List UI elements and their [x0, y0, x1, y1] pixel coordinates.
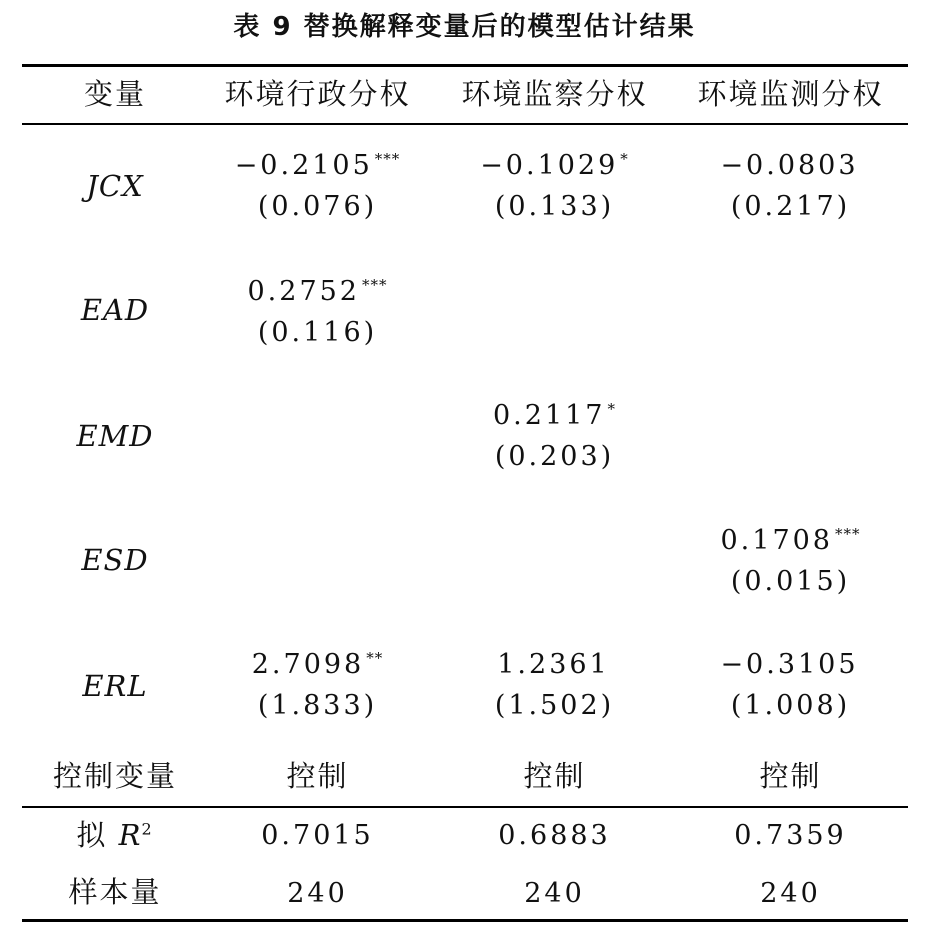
- controls-value: 控制: [286, 759, 349, 793]
- se-cell: (1.502): [494, 690, 615, 721]
- r2-value: 0.6883: [498, 820, 611, 851]
- controls-rule: [22, 806, 908, 808]
- table-title: 表 9 替换解释变量后的模型估计结果: [233, 12, 696, 42]
- header-variable: 变量: [83, 77, 146, 111]
- sample-size-value: 240: [524, 878, 585, 909]
- r2-value: 0.7015: [261, 820, 374, 851]
- var-label: EMD: [76, 419, 154, 453]
- var-label: EAD: [80, 293, 150, 327]
- se-cell: (0.133): [494, 191, 615, 222]
- se-cell: (1.008): [730, 690, 851, 721]
- se-cell: (0.076): [257, 191, 378, 222]
- bottom-rule: [22, 919, 908, 922]
- coef-cell: −0.3105: [720, 649, 859, 680]
- se-cell: (1.833): [257, 690, 378, 721]
- header-admin-decentralization: 环境行政分权: [224, 77, 411, 111]
- controls-value: 控制: [759, 759, 822, 793]
- sample-size-value: 240: [287, 878, 348, 909]
- coef-cell: 0.2117 *: [493, 400, 616, 431]
- r2-label: 拟 $R^2$: [76, 818, 154, 852]
- header-supervision-decentralization: 环境监察分权: [461, 77, 648, 111]
- sample-size-value: 240: [760, 878, 821, 909]
- coef-cell: −0.1029 *: [480, 150, 629, 181]
- var-label: ERL: [82, 669, 148, 703]
- se-cell: (0.203): [494, 441, 615, 472]
- r2-value: 0.7359: [734, 820, 847, 851]
- se-cell: (0.217): [730, 191, 851, 222]
- var-label: ESD: [81, 543, 149, 577]
- sample-size-label: 样本量: [68, 875, 162, 909]
- coef-cell: 2.7098 **: [251, 649, 384, 680]
- controls-label: 控制变量: [52, 759, 177, 793]
- controls-value: 控制: [523, 759, 586, 793]
- se-cell: (0.116): [257, 317, 378, 348]
- coef-cell: −0.2105 ***: [234, 150, 401, 181]
- coef-cell: 1.2361: [497, 649, 610, 680]
- var-label: JCX: [86, 169, 144, 203]
- header-rule: [22, 123, 908, 125]
- coef-cell: 0.1708 ***: [720, 525, 861, 556]
- header-monitoring-decentralization: 环境监测分权: [697, 77, 884, 111]
- coef-cell: −0.0803: [720, 150, 859, 181]
- top-rule: [22, 64, 908, 67]
- coef-cell: 0.2752 ***: [247, 276, 388, 307]
- se-cell: (0.015): [730, 566, 851, 597]
